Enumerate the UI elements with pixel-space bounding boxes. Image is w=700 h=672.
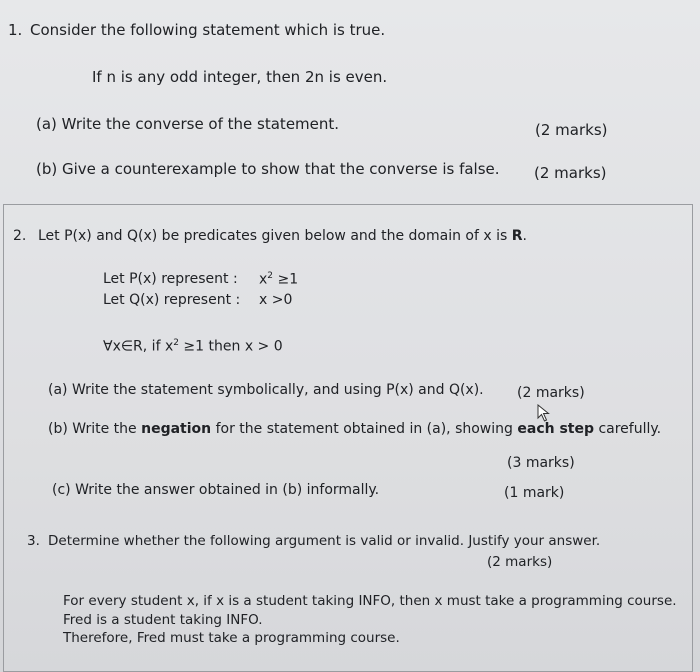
q2-number: 2.	[13, 228, 27, 244]
q1-number: 1.	[8, 21, 23, 39]
q3-number: 3.	[27, 533, 40, 549]
q2-prompt-end: .	[522, 228, 527, 244]
q2-b-mid: for the statement obtained in (a), showing	[211, 421, 518, 437]
q-expression: x >0	[259, 292, 293, 308]
q2-part-c: (c) Write the answer obtained in (b) informally.	[52, 482, 380, 498]
p-label: Let P(x) represent :	[103, 271, 238, 287]
mouse-cursor-icon	[537, 404, 551, 422]
q3-premise-1: For every student x, if x is a student taking INFO, then x must take a programming course.	[63, 593, 677, 609]
q2-part-a: (a) Write the statement symbolically, and using P(x) and Q(x).	[48, 382, 484, 398]
q2-part-a-marks: (2 marks)	[517, 385, 585, 401]
q-label: Let Q(x) represent :	[103, 292, 241, 308]
q3-conclusion: Therefore, Fred must take a programming course.	[63, 630, 400, 646]
q1-prompt: Consider the following statement which is true.	[30, 21, 386, 39]
q1-part-b: (b) Give a counterexample to show that the converse is false.	[36, 160, 500, 178]
p-expr-base: x	[259, 271, 268, 288]
q2-b-each-step: each step	[517, 421, 594, 437]
quantified-statement	[103, 338, 283, 355]
q2-b-pre: (b) Write the	[48, 421, 142, 437]
q3-prompt: Determine whether the following argument is valid or invalid. Justify your answer.	[48, 533, 601, 549]
q2-b-post: carefully.	[594, 421, 662, 437]
q1-part-a: (a) Write the converse of the statement.	[36, 115, 340, 133]
p-expression	[259, 271, 298, 288]
stmt-post: ≥1 then x > 0	[178, 338, 283, 355]
p-expr-rest: ≥1	[273, 271, 299, 288]
q2-part-b-marks: (3 marks)	[507, 455, 575, 471]
q1-part-b-marks: (2 marks)	[534, 164, 607, 182]
q2-b-negation: negation	[141, 421, 212, 437]
stmt-pre: ∀x∈R, if x	[103, 338, 174, 355]
q3-marks: (2 marks)	[487, 554, 553, 570]
q2-prompt	[38, 228, 527, 244]
stmt-exp: 2	[173, 338, 179, 348]
p-expr-exp: 2	[267, 271, 274, 281]
q1-part-a-marks: (2 marks)	[535, 121, 608, 139]
q2-part-c-marks: (1 mark)	[504, 485, 565, 501]
q1-statement: If n is any odd integer, then 2n is even.	[92, 68, 388, 86]
q3-premise-2: Fred is a student taking INFO.	[63, 612, 263, 628]
q2-prompt-text: Let P(x) and Q(x) be predicates given below and the domain of x is	[38, 228, 512, 244]
q2-part-b	[48, 421, 661, 437]
q2-domain: R	[511, 228, 523, 244]
